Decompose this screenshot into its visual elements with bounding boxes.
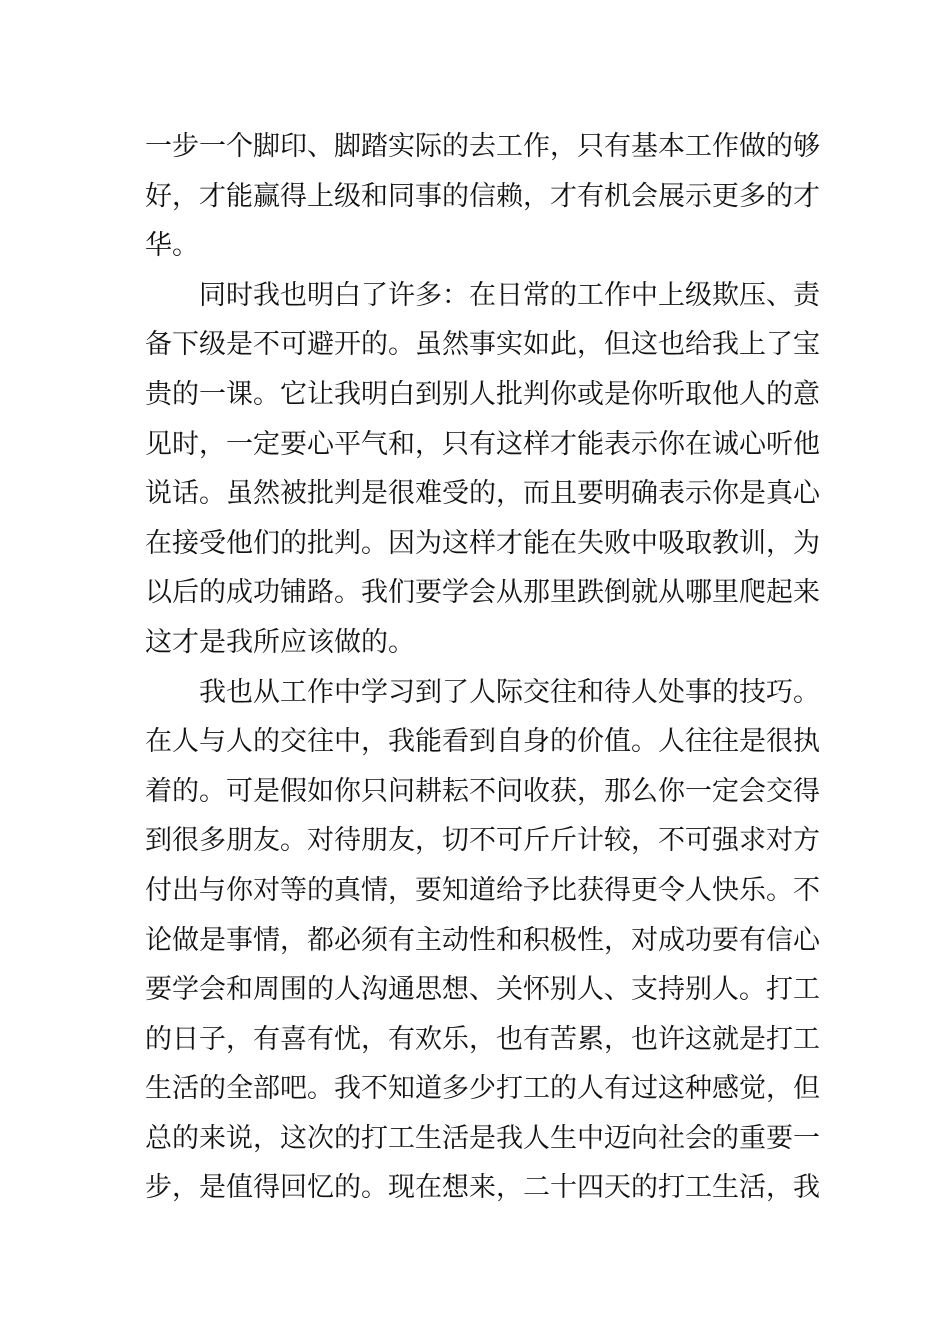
text-line: 付出与你对等的真情，要知道给予比获得更令人快乐。不: [145, 874, 820, 906]
text-line: 在人与人的交往中，我能看到自身的价值。人往往是很执: [145, 726, 820, 758]
text-line: 生活的全部吧。我不知道多少打工的人有过这种感觉，但: [145, 1073, 820, 1105]
text-line: 在接受他们的批判。因为这样才能在失败中吸取教训，为: [145, 527, 820, 559]
paragraph-2: [145, 271, 820, 668]
paragraph-1: [145, 122, 820, 271]
text-line: 一步一个脚印、脚踏实际的去工作，只有基本工作做的够: [145, 131, 820, 162]
text-line: 同时我也明白了许多：在日常的工作中上级欺压、责: [199, 279, 820, 311]
text-line: 步，是值得回忆的。现在想来，二十四天的打工生活，我: [145, 1172, 820, 1204]
text-line: 好，才能赢得上级和同事的信赖，才有机会展示更多的才: [145, 180, 820, 212]
text-line: 贵的一课。它让我明白到别人批判你或是你听取他人的意: [145, 378, 820, 410]
text-line: 论做是事情，都必须有主动性和积极性，对成功要有信心: [145, 924, 820, 956]
text-line: 的日子，有喜有忧，有欢乐，也有苦累，也许这就是打工: [145, 1023, 820, 1055]
document-body: [145, 122, 820, 1213]
text-line: 这才是我所应该做的。: [145, 626, 415, 658]
text-line: 备下级是不可避开的。虽然事实如此，但这也给我上了宝: [145, 329, 820, 361]
text-line: 要学会和周围的人沟通思想、关怀别人、支持别人。打工: [145, 974, 820, 1006]
text-line: 见时，一定要心平气和，只有这样才能表示你在诚心听他: [145, 428, 820, 460]
text-line: 华。: [145, 230, 199, 262]
paragraph-3: [145, 668, 820, 1214]
text-line: 我也从工作中学习到了人际交往和待人处事的技巧。: [199, 676, 820, 708]
text-line: 着的。可是假如你只问耕耘不问收获，那么你一定会交得: [145, 775, 820, 807]
text-line: 说话。虽然被批判是很难受的，而且要明确表示你是真心: [145, 478, 820, 510]
text-line: 到很多朋友。对待朋友，切不可斤斤计较，不可强求对方: [145, 825, 820, 857]
text-line: 以后的成功铺路。我们要学会从那里跌倒就从哪里爬起来: [145, 577, 820, 609]
text-line: 总的来说，这次的打工生活是我人生中迈向社会的重要一: [145, 1122, 820, 1154]
